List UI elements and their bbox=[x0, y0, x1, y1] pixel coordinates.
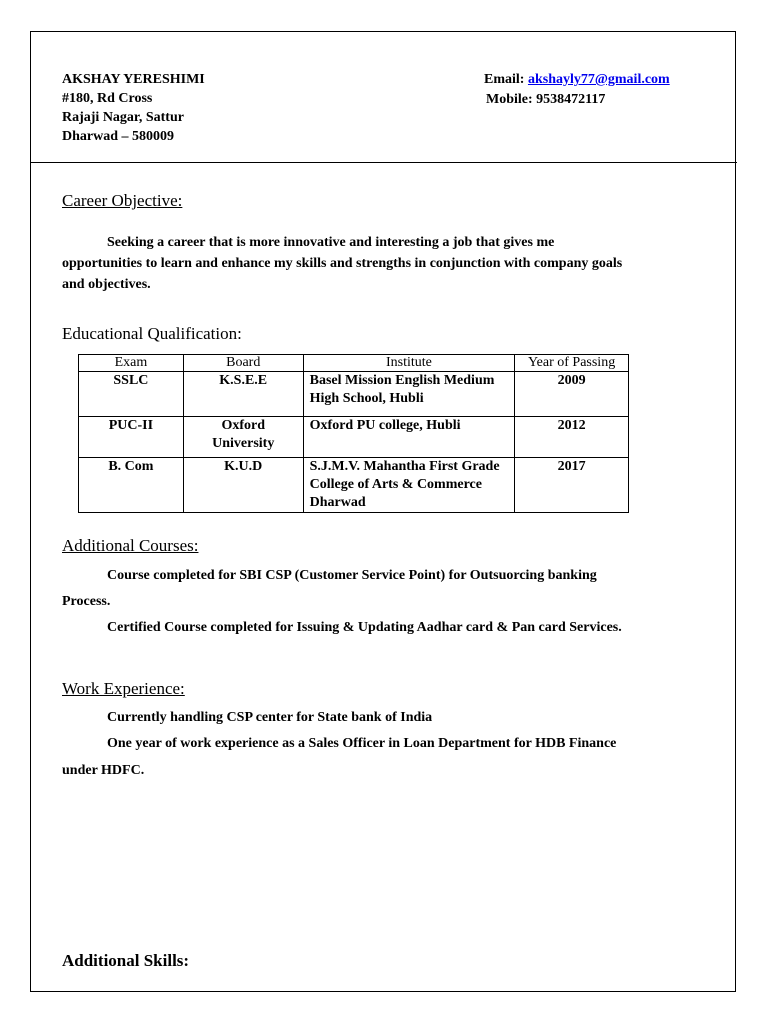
address-line-3: Dharwad – 580009 bbox=[62, 129, 175, 144]
address-line-1: #180, Rd Cross bbox=[62, 91, 153, 106]
cell-year: 2009 bbox=[515, 372, 629, 417]
cell-exam: B. Com bbox=[79, 458, 184, 513]
course-line-2: Process. bbox=[62, 594, 111, 609]
work-line-2: One year of work experience as a Sales Officer in Loan Department for HDB Finance bbox=[107, 736, 617, 751]
cell-year: 2012 bbox=[515, 417, 629, 458]
work-line-1: Currently handling CSP center for State bank of India bbox=[107, 710, 433, 725]
career-line-2: opportunities to learn and enhance my skills and strengths in conjunction with company goals bbox=[62, 256, 623, 271]
table-row bbox=[79, 417, 629, 458]
additional-courses-heading: Additional Courses: bbox=[62, 536, 199, 555]
career-line-3: and objectives. bbox=[62, 277, 151, 292]
email-link[interactable]: akshayly77@gmail.com bbox=[527, 72, 670, 87]
course-line-1: Course completed for SBI CSP (Customer Service Point) for Outsuorcing banking bbox=[107, 568, 597, 583]
education-table bbox=[78, 354, 629, 513]
career-objective-heading: Career Objective: bbox=[62, 191, 183, 210]
email-row bbox=[484, 70, 670, 89]
cell-board: K.U.D bbox=[183, 458, 303, 513]
education-heading: Educational Qualification: bbox=[62, 324, 242, 343]
course-line-3: Certified Course completed for Issuing & Updating Aadhar card & Pan card Services. bbox=[107, 620, 622, 635]
work-line-3: under HDFC. bbox=[62, 763, 145, 778]
table-row bbox=[79, 372, 629, 417]
cell-institute: Oxford PU college, Hubli bbox=[303, 417, 515, 458]
cell-board: Oxford University bbox=[183, 417, 303, 458]
cell-exam: SSLC bbox=[79, 372, 184, 417]
email-label: Email: bbox=[484, 72, 528, 87]
cell-institute: Basel Mission English Medium High School, Hubli bbox=[303, 372, 515, 417]
header-divider bbox=[31, 162, 737, 163]
cell-year: 2017 bbox=[515, 458, 629, 513]
column-header-year: Year of Passing bbox=[515, 355, 629, 372]
additional-skills-heading: Additional Skills: bbox=[62, 951, 190, 970]
mobile-number: Mobile: 9538472117 bbox=[486, 92, 606, 107]
resume-page bbox=[30, 31, 736, 992]
applicant-name: AKSHAY YERESHIMI bbox=[62, 72, 205, 87]
cell-exam: PUC-II bbox=[79, 417, 184, 458]
column-header-institute: Institute bbox=[303, 355, 515, 372]
cell-institute: S.J.M.V. Mahantha First Grade College of Arts & Commerce Dharwad bbox=[303, 458, 515, 513]
column-header-exam: Exam bbox=[79, 355, 184, 372]
cell-board: K.S.E.E bbox=[183, 372, 303, 417]
address-line-2: Rajaji Nagar, Sattur bbox=[62, 110, 184, 125]
career-line-1: Seeking a career that is more innovative and interesting a job that gives me bbox=[107, 235, 555, 250]
work-experience-heading: Work Experience: bbox=[62, 679, 185, 698]
table-row bbox=[79, 458, 629, 513]
table-header-row bbox=[79, 355, 629, 372]
column-header-board: Board bbox=[183, 355, 303, 372]
